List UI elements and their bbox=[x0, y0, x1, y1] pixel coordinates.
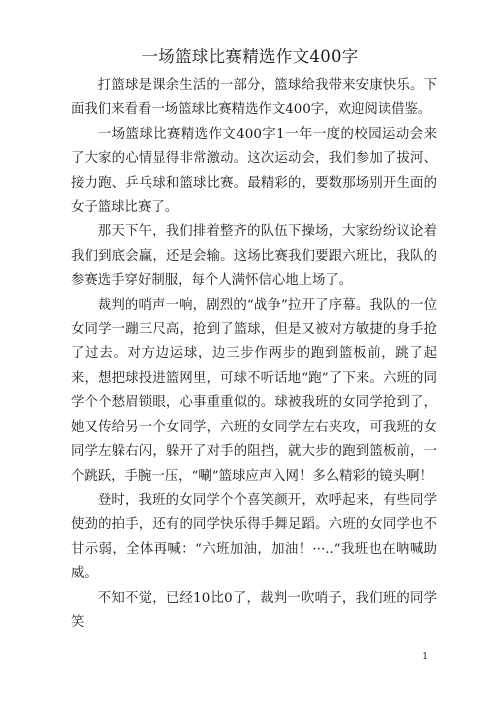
paragraph-intro: 打篮球是课余生活的一部分，篮球给我带来安康快乐。下面我们来看看一场篮球比赛精选作文400字，欢迎阅读借鉴。 bbox=[71, 78, 437, 118]
paragraph-before-game: 那天下午，我们排着整齐的队伍下操场，大家纷纷议论着我们到底会赢，还是会输。这场比赛我们要跟六班比，我队的参赛选手穿好制服，每个人满怀信心地上场了。 bbox=[71, 224, 437, 289]
paragraph-celebration: 登时，我班的女同学个个喜笑颜开，欢呼起来，有些同学使劲的拍手，还有的同学快乐得手舞足蹈。六班的女同学也不甘示弱，全体再喊：“六班加油，加油！···..”我班也在呐喊助威。 bbox=[71, 492, 437, 582]
page-number: 1 bbox=[422, 652, 428, 662]
document-body bbox=[71, 74, 437, 635]
paragraph-score: 不知不觉，已经10比0了，裁判一吹哨子，我们班的同学笑 bbox=[71, 590, 437, 630]
paragraph-game-action: 裁判的哨声一响，剧烈的“战争”拉开了序幕。我队的一位女同学一蹦三尺高，抢到了篮球，但是又被对方敏捷的身手抢了过去。对方边运球，边三步作两步的跑到篮板前，跳了起来，想把球投进篮网里，可球不听话地“跑”了下来。六班的同学个个愁眉锁眼，心事重重似的。球被我班的女同学抢到了，她又传给另一个女同学，六班的女同学左右夹攻，可我班的女同学左躲右闪，躲开了对手的阻挡，就大步的跑到篮板前，一个跳跃，手腕一压，“唰”篮球应声入网！多么精彩的镜头啊！ bbox=[71, 297, 437, 484]
paragraph-opening: 一场篮球比赛精选作文400字1一年一度的校园运动会来了大家的心情显得非常激动。这次运动会，我们参加了拔河、接力跑、乒乓球和篮球比赛。最精彩的，要数那场别开生面的女子篮球比赛了。 bbox=[71, 126, 437, 216]
document-title: 一场篮球比赛精选作文400字 bbox=[141, 47, 359, 66]
